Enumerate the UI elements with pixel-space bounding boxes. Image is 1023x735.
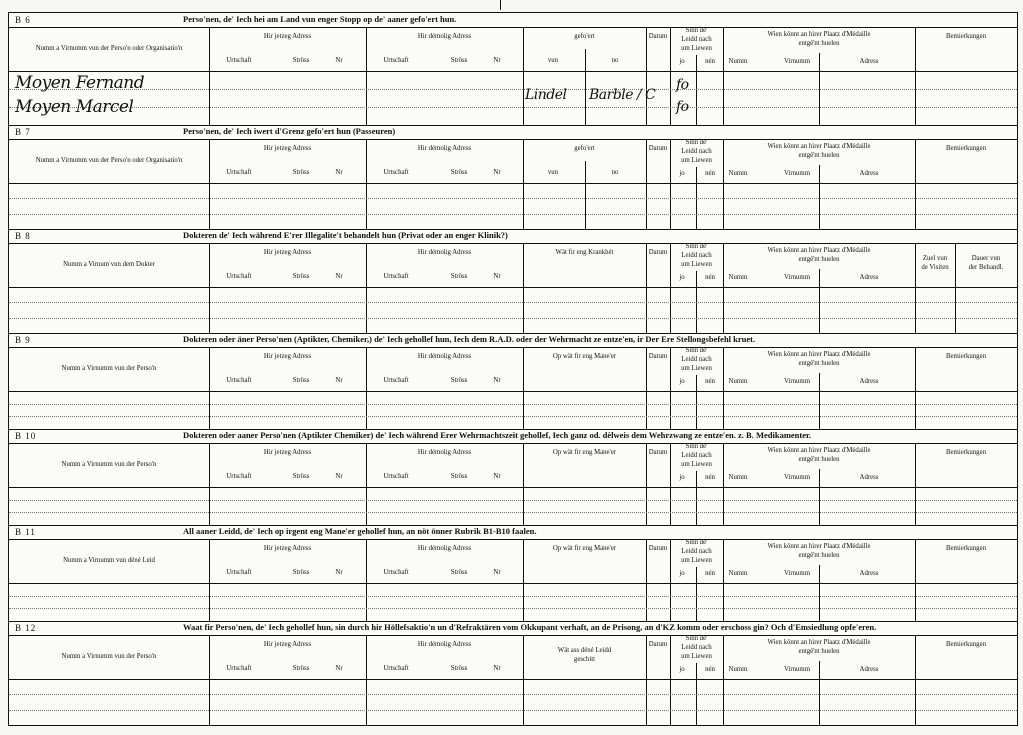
handwritten-yes-2: fo <box>676 99 689 115</box>
current-address-header: Hir jetzeg Adress <box>263 249 312 256</box>
stross-header: Ströss <box>292 57 310 64</box>
datum-header: Datum <box>648 449 668 456</box>
adress-header: Adress <box>859 666 879 673</box>
stross-header: Ströss <box>450 273 468 280</box>
medaille-header-1: Wien könnt an hirer Plaatz d'Médaille <box>767 143 871 150</box>
sinn-header-3: um Liewen <box>681 461 712 468</box>
former-address-header: Hir démolig Adress <box>417 545 472 552</box>
nen-header: nén <box>705 474 715 481</box>
column-divider <box>523 139 524 229</box>
jo-header: jo <box>679 274 685 281</box>
numm-header: Numm <box>728 274 748 281</box>
bemierkungen-header: Bemierkungen <box>945 353 986 360</box>
medaille-header-1: Wien könnt an hirer Plaatz d'Médaille <box>767 247 871 254</box>
medaille-header-2: entgé'nt huelen <box>798 456 840 463</box>
stross-header: Ströss <box>292 273 310 280</box>
section-title: All aaner Leidd, de' Iech op irgent eng Mane'er gehollef hun, an nöt önner Rubrik B1-B10 faalen. <box>183 526 537 536</box>
medaille-header-2: entgé'nt huelen <box>798 648 840 655</box>
section-b7 <box>9 125 1017 230</box>
nr-header: Nr <box>493 57 501 64</box>
entry-row-line <box>9 214 1017 215</box>
name-column-header: Numm a Virnum vun dem Dokter <box>63 261 155 268</box>
nr-header: Nr <box>493 665 501 672</box>
stross-header: Ströss <box>450 57 468 64</box>
section-title: Waat fir Perso'nen, de' Iech gehollef hun, sin durch hir Höllefsaktio'n un d'Refraktären vom Okkupant verhaft, an de Prisong, an d'KZ komm oder erschoss gin? Och d'Emsiedlung opfe'eren. <box>183 622 877 632</box>
column-divider <box>915 635 916 725</box>
stross-header: Ströss <box>450 377 468 384</box>
medaille-header-2: entgé'nt huelen <box>798 152 840 159</box>
column-divider <box>696 567 697 621</box>
entry-row-line <box>9 500 1017 501</box>
column-divider <box>523 635 524 725</box>
former-address-header: Hir démolig Adress <box>417 353 472 360</box>
section-code: B 10 <box>15 431 37 441</box>
dauer-header-2: der Behandl. <box>968 264 1004 271</box>
section-b11 <box>9 525 1017 622</box>
column-divider <box>585 49 586 125</box>
urtschaft-header: Urtschaft <box>226 569 252 576</box>
zuel-header-1: Zuel vun <box>922 255 948 262</box>
section-table <box>9 27 1017 125</box>
manier-header: Op wät fir eng Mane'er <box>552 353 617 360</box>
sinn-header-1: Sinn de' <box>685 347 708 354</box>
urtschaft-header: Urtschaft <box>226 473 252 480</box>
urtschaft-header: Urtschaft <box>383 169 409 176</box>
top-registration-mark <box>500 0 501 10</box>
column-divider <box>955 243 956 333</box>
nr-header: Nr <box>493 169 501 176</box>
medaille-header-1: Wien könnt an hirer Plaatz d'Médaille <box>767 447 871 454</box>
column-divider <box>209 27 210 125</box>
gefoert-header: gefo'ert <box>574 145 595 152</box>
nr-header: Nr <box>335 273 343 280</box>
sinn-header-2: Leidd nach <box>681 148 712 155</box>
name-column-header: Numm a Virnumm vun der Perso'n <box>61 461 157 468</box>
column-divider <box>723 243 724 333</box>
name-column-header: Numm a Virnumm vun der Perso'n oder Organisatio'n <box>35 45 183 52</box>
nr-header: Nr <box>335 57 343 64</box>
section-code: B 8 <box>15 231 31 241</box>
table-header <box>9 443 1017 488</box>
current-address-header: Hir jetzeg Adress <box>263 449 312 456</box>
section-b6 <box>9 13 1017 126</box>
nr-header: Nr <box>335 665 343 672</box>
nr-header: Nr <box>493 377 501 384</box>
sinn-header-2: Leidd nach <box>681 252 712 259</box>
sinn-header-1: Sinn de' <box>685 27 708 34</box>
medaille-header-2: entgé'nt huelen <box>798 552 840 559</box>
name-column-header: Numm a Virnumm vun der Perso'n <box>61 653 157 660</box>
bemierkungen-header: Bemierkungen <box>945 545 986 552</box>
nen-header: nén <box>705 170 715 177</box>
column-divider <box>696 471 697 525</box>
current-address-header: Hir jetzeg Adress <box>263 641 312 648</box>
sinn-header-1: Sinn de' <box>685 139 708 146</box>
no-header: no <box>611 57 619 64</box>
entry-row-line <box>9 512 1017 513</box>
section-title: Dokteren oder aaner Perso'nen (Aptikter Chemiker) de' Iech während Erer Wehrmachtszeit gehollef, Iech ganz od. dèlweis dem Wehrzwang ze entze'en. z. B. Medikamenter. <box>183 430 812 440</box>
column-divider <box>670 243 671 333</box>
stross-header: Ströss <box>292 569 310 576</box>
sinn-header-3: um Liewen <box>681 157 712 164</box>
column-divider <box>209 635 210 725</box>
current-address-header: Hir jetzeg Adress <box>263 145 312 152</box>
entry-row-line <box>9 318 1017 319</box>
handwritten-yes-1: fo <box>676 77 689 93</box>
name-column-header: Numm a Virnumm vun déné Leid <box>63 557 155 564</box>
entry-row-line <box>9 107 1017 108</box>
jo-header: jo <box>679 58 685 65</box>
adress-header: Adress <box>859 378 879 385</box>
current-address-header: Hir jetzeg Adress <box>263 545 312 552</box>
jo-header: jo <box>679 170 685 177</box>
table-header <box>9 27 1017 72</box>
column-divider <box>915 27 916 125</box>
column-divider <box>670 139 671 229</box>
datum-header: Datum <box>648 145 668 152</box>
manier-header: Op wät fir eng Mane'er <box>552 545 617 552</box>
nr-header: Nr <box>493 273 501 280</box>
urtschaft-header: Urtschaft <box>226 57 252 64</box>
column-divider <box>696 375 697 429</box>
column-divider <box>819 661 820 725</box>
section-table <box>9 139 1017 229</box>
section-table <box>9 243 1017 333</box>
section-title-row <box>9 229 1017 244</box>
urtschaft-header: Urtschaft <box>383 569 409 576</box>
nr-header: Nr <box>335 377 343 384</box>
numm-header: Numm <box>728 666 748 673</box>
entry-row-line <box>9 710 1017 711</box>
medaille-header-2: entgé'nt huelen <box>798 256 840 263</box>
section-b10 <box>9 429 1017 526</box>
former-address-header: Hir démolig Adress <box>417 449 472 456</box>
nen-header: nén <box>705 58 715 65</box>
column-divider <box>585 161 586 229</box>
section-title-row <box>9 333 1017 348</box>
datum-header: Datum <box>648 641 668 648</box>
column-divider <box>670 635 671 725</box>
urtschaft-header: Urtschaft <box>226 665 252 672</box>
nen-header: nén <box>705 570 715 577</box>
sinn-header-1: Sinn de' <box>685 443 708 450</box>
virnumm-header: Virnumm <box>783 378 811 385</box>
column-divider <box>646 27 647 125</box>
handwritten-to: Barble / C <box>589 87 656 103</box>
table-header <box>9 139 1017 184</box>
virnumm-header: Virnumm <box>783 666 811 673</box>
table-header <box>9 635 1017 680</box>
form-sheet <box>8 12 1018 726</box>
numm-header: Numm <box>728 474 748 481</box>
column-divider <box>366 243 367 333</box>
section-b12 <box>9 621 1017 726</box>
vun-header: vun <box>547 57 559 64</box>
gefoert-header: gefo'ert <box>574 33 595 40</box>
sinn-header-2: Leidd nach <box>681 36 712 43</box>
zuel-header-2: de Visiten <box>921 264 949 271</box>
sinn-header-1: Sinn de' <box>685 539 708 546</box>
sinn-header-3: um Liewen <box>681 45 712 52</box>
column-divider <box>723 635 724 725</box>
bemierkungen-header: Bemierkungen <box>945 641 986 648</box>
numm-header: Numm <box>728 58 748 65</box>
section-title-row <box>9 621 1017 636</box>
urtschaft-header: Urtschaft <box>383 57 409 64</box>
section-code: B 11 <box>15 527 36 537</box>
section-title: Perso'nen, de' Iech iwert d'Grenz gefo'ert hun (Passeuren) <box>183 126 396 136</box>
entry-row-line <box>9 416 1017 417</box>
adress-header: Adress <box>859 274 879 281</box>
jo-header: jo <box>679 666 685 673</box>
urtschaft-header: Urtschaft <box>226 169 252 176</box>
urtschaft-header: Urtschaft <box>383 377 409 384</box>
handwritten-from: Lindel <box>525 87 567 103</box>
datum-header: Datum <box>648 249 668 256</box>
nr-header: Nr <box>493 569 501 576</box>
nen-header: nén <box>705 274 715 281</box>
medaille-header-1: Wien könnt an hirer Plaatz d'Médaille <box>767 543 871 550</box>
sinn-header-2: Leidd nach <box>681 548 712 555</box>
medaille-header-2: entgé'nt huelen <box>798 40 840 47</box>
sinn-header-3: um Liewen <box>681 365 712 372</box>
krankhet-header: Wät fir eng Krankhét <box>555 249 614 256</box>
section-table <box>9 635 1017 725</box>
numm-header: Numm <box>728 570 748 577</box>
jo-header: jo <box>679 474 685 481</box>
urtschaft-header: Urtschaft <box>226 273 252 280</box>
former-address-header: Hir démolig Adress <box>417 249 472 256</box>
nr-header: Nr <box>335 169 343 176</box>
leidd-header-2: geschitt <box>573 656 596 663</box>
nen-header: nén <box>705 378 715 385</box>
handwritten-name-1: Moyen Fernand <box>15 73 145 93</box>
numm-header: Numm <box>728 170 748 177</box>
name-column-header: Numm a Virnumm vun der Perso'n <box>61 365 157 372</box>
medaille-header-1: Wien könnt an hirer Plaatz d'Médaille <box>767 31 871 38</box>
column-divider <box>819 165 820 229</box>
adress-header: Adress <box>859 570 879 577</box>
column-divider <box>209 139 210 229</box>
nen-header: nén <box>705 666 715 673</box>
virnumm-header: Virnumm <box>783 274 811 281</box>
virnumm-header: Virnumm <box>783 570 811 577</box>
table-header <box>9 539 1017 584</box>
sinn-header-2: Leidd nach <box>681 644 712 651</box>
column-divider <box>915 243 916 333</box>
entry-row-line <box>9 694 1017 695</box>
section-b9 <box>9 333 1017 430</box>
urtschaft-header: Urtschaft <box>383 273 409 280</box>
section-title: Dokteren de' Iech während E'rer Illegalite't behandelt hun (Privat oder an enger Klinik?) <box>183 230 508 240</box>
stross-header: Ströss <box>292 473 310 480</box>
stross-header: Ströss <box>292 665 310 672</box>
column-divider <box>646 635 647 725</box>
nr-header: Nr <box>335 473 343 480</box>
section-title: Dokteren oder äner Perso'nen (Aptikter, Chemiker,) de' Iech gehollef hun, Iech dem R.A.D. oder der Wehrmacht ze entze'en, ir Der Ere Stellongsbefehl kruet. <box>183 334 756 344</box>
column-divider <box>366 139 367 229</box>
adress-header: Adress <box>859 170 879 177</box>
datum-header: Datum <box>648 545 668 552</box>
section-code: B 6 <box>15 15 31 25</box>
section-title-row <box>9 525 1017 540</box>
manier-header: Op wät fir eng Mane'er <box>552 449 617 456</box>
sinn-header-3: um Liewen <box>681 557 712 564</box>
urtschaft-header: Urtschaft <box>383 473 409 480</box>
name-column-header: Numm a Virnumm vun der Perso'n oder Organisatio'n <box>35 157 183 164</box>
entry-row-line <box>9 404 1017 405</box>
urtschaft-header: Urtschaft <box>383 665 409 672</box>
section-title-row <box>9 125 1017 140</box>
entry-row-line <box>9 198 1017 199</box>
stross-header: Ströss <box>292 169 310 176</box>
section-title-row <box>9 429 1017 444</box>
adress-header: Adress <box>859 58 879 65</box>
current-address-header: Hir jetzeg Adress <box>263 33 312 40</box>
column-divider <box>819 565 820 621</box>
sinn-header-3: um Liewen <box>681 653 712 660</box>
handwritten-name-2: Moyen Marcel <box>15 97 134 117</box>
column-divider <box>819 269 820 333</box>
datum-header: Datum <box>648 353 668 360</box>
former-address-header: Hir démolig Adress <box>417 33 472 40</box>
sinn-header-1: Sinn de' <box>685 635 708 642</box>
stross-header: Ströss <box>450 665 468 672</box>
section-code: B 7 <box>15 127 31 137</box>
bemierkungen-header: Bemierkungen <box>945 145 986 152</box>
stross-header: Ströss <box>292 377 310 384</box>
sinn-header-3: um Liewen <box>681 261 712 268</box>
stross-header: Ströss <box>450 169 468 176</box>
table-header <box>9 347 1017 392</box>
entry-row-line <box>9 608 1017 609</box>
leidd-header: Wät ass déné Leidd <box>557 647 612 654</box>
stross-header: Ströss <box>450 569 468 576</box>
entry-row-line <box>9 596 1017 597</box>
former-address-header: Hir démolig Adress <box>417 641 472 648</box>
section-title: Perso'nen, de' Iech hei am Land vun enger Stopp op de' aaner gefo'ert hun. <box>183 14 457 24</box>
section-title-row <box>9 13 1017 28</box>
numm-header: Numm <box>728 378 748 385</box>
sinn-header-2: Leidd nach <box>681 356 712 363</box>
column-divider <box>819 373 820 429</box>
entry-row-line <box>9 302 1017 303</box>
stross-header: Ströss <box>450 473 468 480</box>
sinn-header-1: Sinn de' <box>685 243 708 250</box>
column-divider <box>646 139 647 229</box>
vun-header: vun <box>547 169 559 176</box>
former-address-header: Hir démolig Adress <box>417 145 472 152</box>
no-header: no <box>611 169 619 176</box>
entry-row-line <box>9 89 1017 90</box>
column-divider <box>366 635 367 725</box>
urtschaft-header: Urtschaft <box>226 377 252 384</box>
nr-header: Nr <box>335 569 343 576</box>
jo-header: jo <box>679 570 685 577</box>
table-header <box>9 243 1017 288</box>
adress-header: Adress <box>859 474 879 481</box>
sinn-header-2: Leidd nach <box>681 452 712 459</box>
virnumm-header: Virnumm <box>783 170 811 177</box>
column-divider <box>723 139 724 229</box>
column-divider <box>723 27 724 125</box>
medaille-header-2: entgé'nt huelen <box>798 360 840 367</box>
section-table <box>9 539 1017 621</box>
section-code: B 12 <box>15 623 37 633</box>
medaille-header-1: Wien könnt an hirer Plaatz d'Médaille <box>767 351 871 358</box>
section-table <box>9 443 1017 525</box>
datum-header: Datum <box>648 33 668 40</box>
column-divider <box>670 27 671 125</box>
column-divider <box>523 27 524 125</box>
dauer-header-1: Dauer vun <box>971 255 1001 262</box>
column-divider <box>366 27 367 125</box>
nr-header: Nr <box>493 473 501 480</box>
section-b8 <box>9 229 1017 334</box>
section-table <box>9 347 1017 429</box>
column-divider <box>915 139 916 229</box>
medaille-header-1: Wien könnt an hirer Plaatz d'Médaille <box>767 639 871 646</box>
column-divider <box>523 243 524 333</box>
column-divider <box>646 243 647 333</box>
column-divider <box>209 243 210 333</box>
virnumm-header: Virnumm <box>783 474 811 481</box>
jo-header: jo <box>679 378 685 385</box>
bemierkungen-header: Bemierkungen <box>945 33 986 40</box>
current-address-header: Hir jetzeg Adress <box>263 353 312 360</box>
column-divider <box>819 469 820 525</box>
virnumm-header: Virnumm <box>783 58 811 65</box>
column-divider <box>696 55 697 125</box>
bemierkungen-header: Bemierkungen <box>945 449 986 456</box>
section-code: B 9 <box>15 335 31 345</box>
